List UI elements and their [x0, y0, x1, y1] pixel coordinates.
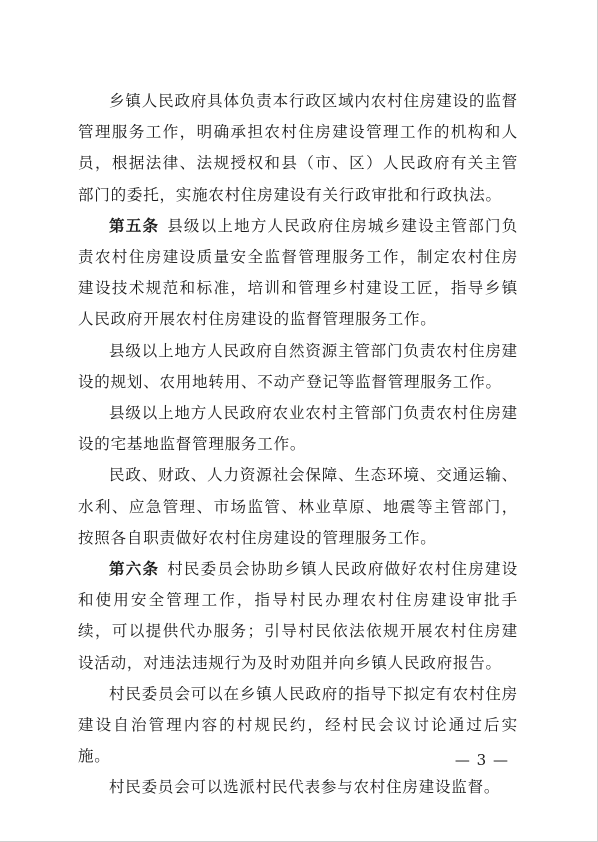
paragraph-text: 县级以上地方人民政府农业农村主管部门负责农村住房建设的宅基地监督管理服务工作。 — [78, 404, 518, 454]
paragraph-text: 民政、财政、人力资源社会保障、生态环境、交通运输、水利、应急管理、市场监管、林业草原、地震等主管部门，按照各自职责做好农村住房建设的管理服务工作。 — [78, 466, 518, 547]
article-6-paragraph — [78, 554, 518, 679]
document-body — [78, 86, 518, 804]
paragraph-text: 乡镇人民政府具体负责本行政区域内农村住房建设的监督管理服务工作，明确承担农村住房建设管理工作的机构和人员，根据法律、法规授权和县（市、区）人民政府有关主管部门的委托，实施农村住房建设有关行政审批和行政执法。 — [78, 92, 518, 204]
paragraph — [78, 460, 518, 554]
article-heading: 第六条 — [109, 560, 160, 579]
page-number: — 3 — — [454, 751, 509, 769]
paragraph — [78, 772, 518, 803]
paragraph-text: 县级以上地方人民政府住房城乡建设主管部门负责农村住房建设质量安全监督管理服务工作，制定农村住房建设技术规范和标准，培训和管理乡村建设工匠，指导乡镇人民政府开展农村住房建设的监督管理服务工作。 — [78, 216, 518, 329]
paragraph-text: 村民委员会协助乡镇人民政府做好农村住房建设和使用安全管理工作，指导村民办理农村住房建设审批手续，可以提供代办服务；引导村民依法依规开展农村住房建设活动，对违法违规行为及时劝阻并向乡镇人民政府报告。 — [78, 560, 518, 672]
article-5-paragraph — [78, 211, 518, 336]
article-heading: 第五条 — [109, 216, 160, 235]
paragraph-text: 村民委员会可以在乡镇人民政府的指导下拟定有农村住房建设自治管理内容的村规民约，经村民会议讨论通过后实施。 — [78, 684, 518, 766]
paragraph — [78, 336, 518, 398]
paragraph — [78, 398, 518, 460]
paragraph — [78, 679, 518, 773]
paragraph-text: 县级以上地方人民政府自然资源主管部门负责农村住房建设的规划、农用地转用、不动产登记等监督管理服务工作。 — [78, 341, 518, 391]
paragraph — [78, 86, 518, 211]
paragraph-text: 村民委员会可以选派村民代表参与农村住房建设监督。 — [109, 778, 501, 797]
